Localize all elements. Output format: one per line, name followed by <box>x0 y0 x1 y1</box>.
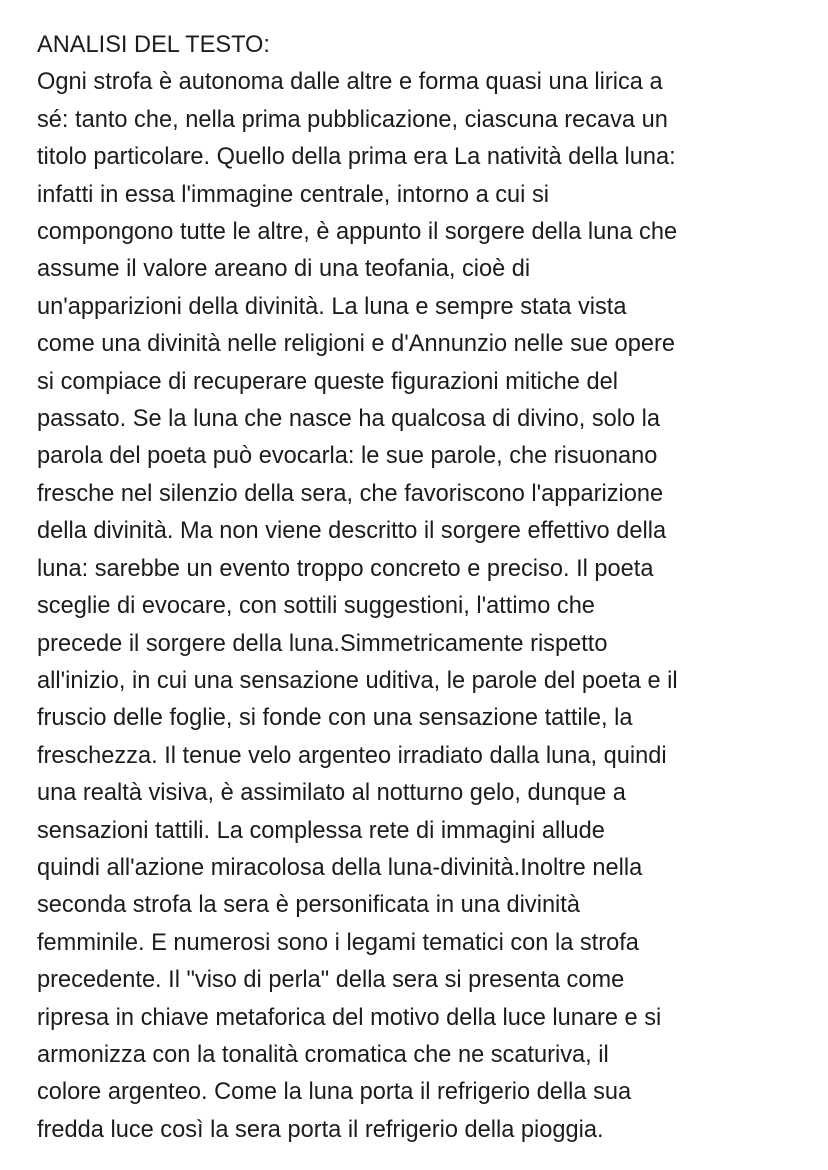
document-heading: ANALISI DEL TESTO: <box>37 32 270 58</box>
text-line: femminile. E numerosi sono i legami tematici con la strofa <box>37 929 639 956</box>
text-line: fresche nel silenzio della sera, che favoriscono l'apparizione <box>37 480 664 507</box>
text-line: infatti in essa l'immagine centrale, intorno a cui si <box>37 181 550 208</box>
text-line: seconda strofa la sera è personificata in una divinità <box>37 892 580 919</box>
text-line: fredda luce così la sera porta il refrigerio della pioggia. <box>37 1116 604 1143</box>
text-line: parola del poeta può evocarla: le sue parole, che risuonano <box>37 443 658 470</box>
text-line: compongono tutte le altre, è appunto il sorgere della luna che <box>37 219 678 246</box>
text-line: come una divinità nelle religioni e d'Annunzio nelle sue opere <box>37 331 676 358</box>
text-line: precede il sorgere della luna.Simmetricamente rispetto <box>37 630 608 657</box>
text-line: ripresa in chiave metaforica del motivo della luce lunare e si <box>37 1004 662 1031</box>
text-line: quindi all'azione miracolosa della luna-divinità.Inoltre nella <box>37 854 643 881</box>
text-line: all'inizio, in cui una sensazione uditiva, le parole del poeta e il <box>37 667 678 694</box>
text-line: armonizza con la tonalità cromatica che ne scaturiva, il <box>37 1041 609 1068</box>
text-line: assume il valore areano di una teofania, cioè di <box>37 256 531 283</box>
text-line: della divinità. Ma non viene descritto il sorgere effettivo della <box>37 518 667 545</box>
text-line: si compiace di recuperare queste figurazioni mitiche del <box>37 368 618 395</box>
text-line: una realtà visiva, è assimilato al notturno gelo, dunque a <box>37 780 626 807</box>
text-line: titolo particolare. Quello della prima era La natività della luna: <box>37 144 676 171</box>
text-line: un'apparizioni della divinità. La luna e sempre stata vista <box>37 293 627 320</box>
text-line: passato. Se la luna che nasce ha qualcosa di divino, solo la <box>37 406 661 433</box>
text-line: Ogni strofa è autonoma dalle altre e forma quasi una lirica a <box>37 69 663 96</box>
text-line: precedente. Il "viso di perla" della sera si presenta come <box>37 967 625 994</box>
text-line: luna: sarebbe un evento troppo concreto e preciso. Il poeta <box>37 555 654 582</box>
text-line: freschezza. Il tenue velo argenteo irradiato dalla luna, quindi <box>37 742 667 769</box>
document-body <box>37 64 802 1149</box>
text-line: sceglie di evocare, con sottili suggestioni, l'attimo che <box>37 593 595 620</box>
text-line: colore argenteo. Come la luna porta il refrigerio della sua <box>37 1079 632 1106</box>
text-line: sensazioni tattili. La complessa rete di immagini allude <box>37 817 605 844</box>
text-line: fruscio delle foglie, si fonde con una sensazione tattile, la <box>37 705 633 732</box>
text-line: sé: tanto che, nella prima pubblicazione, ciascuna recava un <box>37 106 668 133</box>
